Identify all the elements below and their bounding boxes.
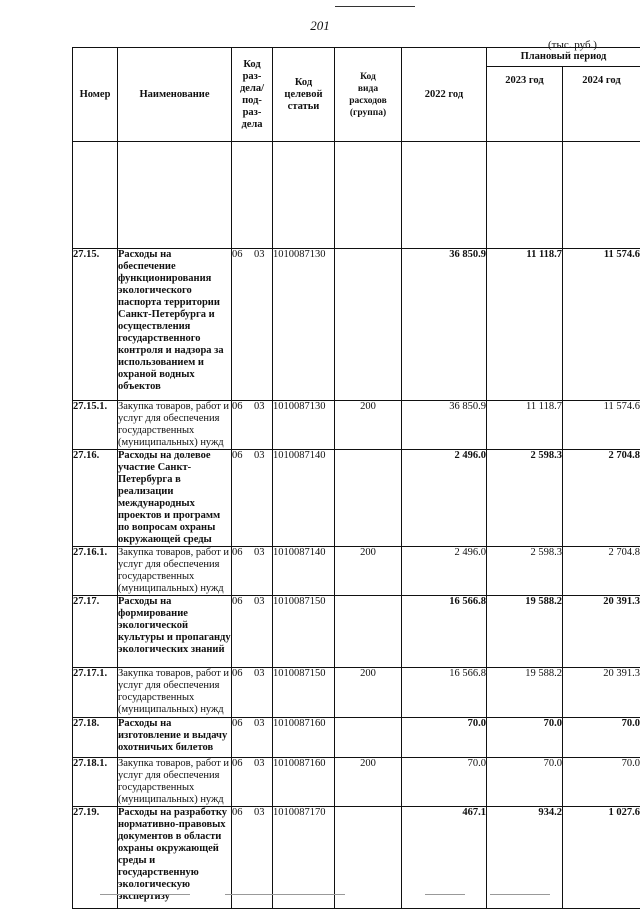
section-code: 06 bbox=[232, 807, 246, 819]
row-section-code bbox=[232, 249, 273, 401]
row-amount-2022: 2 496.0 bbox=[402, 547, 487, 596]
row-section-code bbox=[232, 596, 273, 668]
row-article-code: 1010087140 bbox=[273, 547, 335, 596]
row-number: 27.16. bbox=[73, 450, 118, 547]
row-amount-2024: 11 574.6 bbox=[563, 401, 640, 450]
row-name: Расходы на разработку нормативно-правовых документов в области охраны окружающей среды и государственную экологическую экспертизу bbox=[118, 807, 232, 909]
subsection-code: 03 bbox=[254, 718, 268, 730]
row-amount-2024: 70.0 bbox=[563, 718, 640, 758]
header-year-2024: 2024 год bbox=[563, 67, 640, 142]
header-section-code: Код раз- дела/ под- раз- дела bbox=[232, 48, 273, 142]
row-name: Закупка товаров, работ и услуг для обеспечения государственных (муниципальных) нужд bbox=[118, 401, 232, 450]
row-amount-2023: 2 598.3 bbox=[487, 450, 563, 547]
row-article-code: 1010087150 bbox=[273, 668, 335, 718]
bottom-scan-marks bbox=[0, 894, 640, 900]
row-section-code bbox=[232, 450, 273, 547]
header-year-2022: 2022 год bbox=[402, 48, 487, 142]
row-amount-2022: 16 566.8 bbox=[402, 668, 487, 718]
table-row bbox=[73, 450, 640, 547]
subsection-code: 03 bbox=[254, 596, 268, 608]
row-article-code: 1010087160 bbox=[273, 758, 335, 807]
row-amount-2022: 70.0 bbox=[402, 718, 487, 758]
subsection-code: 03 bbox=[254, 547, 268, 559]
row-amount-2023: 70.0 bbox=[487, 718, 563, 758]
page-number: 201 bbox=[0, 18, 640, 34]
row-name: Расходы на формирование экологической культуры и пропаганду экологических знаний bbox=[118, 596, 232, 668]
row-section-code bbox=[232, 401, 273, 450]
row-section-code bbox=[232, 547, 273, 596]
row-amount-2024: 70.0 bbox=[563, 758, 640, 807]
row-expense-group: 200 bbox=[335, 547, 402, 596]
row-expense-group: 200 bbox=[335, 758, 402, 807]
section-code: 06 bbox=[232, 547, 246, 559]
row-amount-2022: 467.1 bbox=[402, 807, 487, 909]
row-amount-2024: 2 704.8 bbox=[563, 450, 640, 547]
row-amount-2023: 19 588.2 bbox=[487, 668, 563, 718]
row-amount-2024: 2 704.8 bbox=[563, 547, 640, 596]
subsection-code: 03 bbox=[254, 450, 268, 462]
row-number: 27.16.1. bbox=[73, 547, 118, 596]
section-code: 06 bbox=[232, 718, 246, 730]
row-number: 27.18. bbox=[73, 718, 118, 758]
table-row bbox=[73, 758, 640, 807]
row-name: Закупка товаров, работ и услуг для обеспечения государственных (муниципальных) нужд bbox=[118, 668, 232, 718]
row-amount-2023: 11 118.7 bbox=[487, 401, 563, 450]
row-amount-2022: 2 496.0 bbox=[402, 450, 487, 547]
subsection-code: 03 bbox=[254, 758, 268, 770]
section-code: 06 bbox=[232, 668, 246, 680]
row-number: 27.18.1. bbox=[73, 758, 118, 807]
row-amount-2022: 36 850.9 bbox=[402, 249, 487, 401]
section-code: 06 bbox=[232, 249, 246, 261]
row-amount-2024: 20 391.3 bbox=[563, 668, 640, 718]
row-article-code: 1010087170 bbox=[273, 807, 335, 909]
row-number: 27.15. bbox=[73, 249, 118, 401]
section-code: 06 bbox=[232, 450, 246, 462]
row-amount-2023: 70.0 bbox=[487, 758, 563, 807]
table-row bbox=[73, 718, 640, 758]
row-section-code bbox=[232, 718, 273, 758]
table-body bbox=[73, 249, 640, 909]
subsection-code: 03 bbox=[254, 401, 268, 413]
row-article-code: 1010087130 bbox=[273, 249, 335, 401]
row-section-code bbox=[232, 668, 273, 718]
row-expense-group: 200 bbox=[335, 401, 402, 450]
section-code: 06 bbox=[232, 758, 246, 770]
row-expense-group bbox=[335, 718, 402, 758]
row-article-code: 1010087160 bbox=[273, 718, 335, 758]
row-amount-2023: 19 588.2 bbox=[487, 596, 563, 668]
header-name: Наименование bbox=[118, 48, 232, 142]
table-row bbox=[73, 547, 640, 596]
header-article-code: Код целевой статьи bbox=[273, 48, 335, 142]
row-amount-2022: 70.0 bbox=[402, 758, 487, 807]
row-number: 27.17. bbox=[73, 596, 118, 668]
row-expense-group: 200 bbox=[335, 668, 402, 718]
table-row bbox=[73, 596, 640, 668]
subsection-code: 03 bbox=[254, 807, 268, 819]
row-amount-2023: 934.2 bbox=[487, 807, 563, 909]
row-name: Расходы на обеспечение функционирования экологического паспорта территории Санкт-Петербурга и осуществления государственного контроля и надзора за использованием и охраной водных объектов bbox=[118, 249, 232, 401]
header-number: Номер bbox=[73, 48, 118, 142]
header-spacer-row bbox=[73, 142, 640, 249]
row-amount-2024: 11 574.6 bbox=[563, 249, 640, 401]
subsection-code: 03 bbox=[254, 249, 268, 261]
table-row bbox=[73, 249, 640, 401]
row-expense-group bbox=[335, 596, 402, 668]
row-amount-2024: 1 027.6 bbox=[563, 807, 640, 909]
budget-table bbox=[72, 47, 640, 909]
row-number: 27.19. bbox=[73, 807, 118, 909]
row-article-code: 1010087130 bbox=[273, 401, 335, 450]
row-amount-2023: 11 118.7 bbox=[487, 249, 563, 401]
table-row bbox=[73, 668, 640, 718]
header-expense-group: Код вида расходов (группа) bbox=[335, 48, 402, 142]
row-article-code: 1010087150 bbox=[273, 596, 335, 668]
header-year-2023: 2023 год bbox=[487, 67, 563, 142]
top-rule bbox=[335, 6, 415, 7]
row-amount-2023: 2 598.3 bbox=[487, 547, 563, 596]
row-article-code: 1010087140 bbox=[273, 450, 335, 547]
row-amount-2022: 16 566.8 bbox=[402, 596, 487, 668]
row-section-code bbox=[232, 758, 273, 807]
table-row bbox=[73, 401, 640, 450]
row-number: 27.17.1. bbox=[73, 668, 118, 718]
row-name: Расходы на изготовление и выдачу охотничьих билетов bbox=[118, 718, 232, 758]
row-expense-group bbox=[335, 450, 402, 547]
row-expense-group bbox=[335, 249, 402, 401]
row-name: Расходы на долевое участие Санкт-Петербурга в реализации международных проектов и программ по вопросам охраны окружающей среды bbox=[118, 450, 232, 547]
row-name: Закупка товаров, работ и услуг для обеспечения государственных (муниципальных) нужд bbox=[118, 758, 232, 807]
row-amount-2022: 36 850.9 bbox=[402, 401, 487, 450]
units-label: (тыс. руб.) bbox=[548, 39, 597, 51]
row-name: Закупка товаров, работ и услуг для обеспечения государственных (муниципальных) нужд bbox=[118, 547, 232, 596]
section-code: 06 bbox=[232, 596, 246, 608]
header-planned-period: Плановый период bbox=[487, 48, 640, 67]
row-amount-2024: 20 391.3 bbox=[563, 596, 640, 668]
section-code: 06 bbox=[232, 401, 246, 413]
row-number: 27.15.1. bbox=[73, 401, 118, 450]
subsection-code: 03 bbox=[254, 668, 268, 680]
